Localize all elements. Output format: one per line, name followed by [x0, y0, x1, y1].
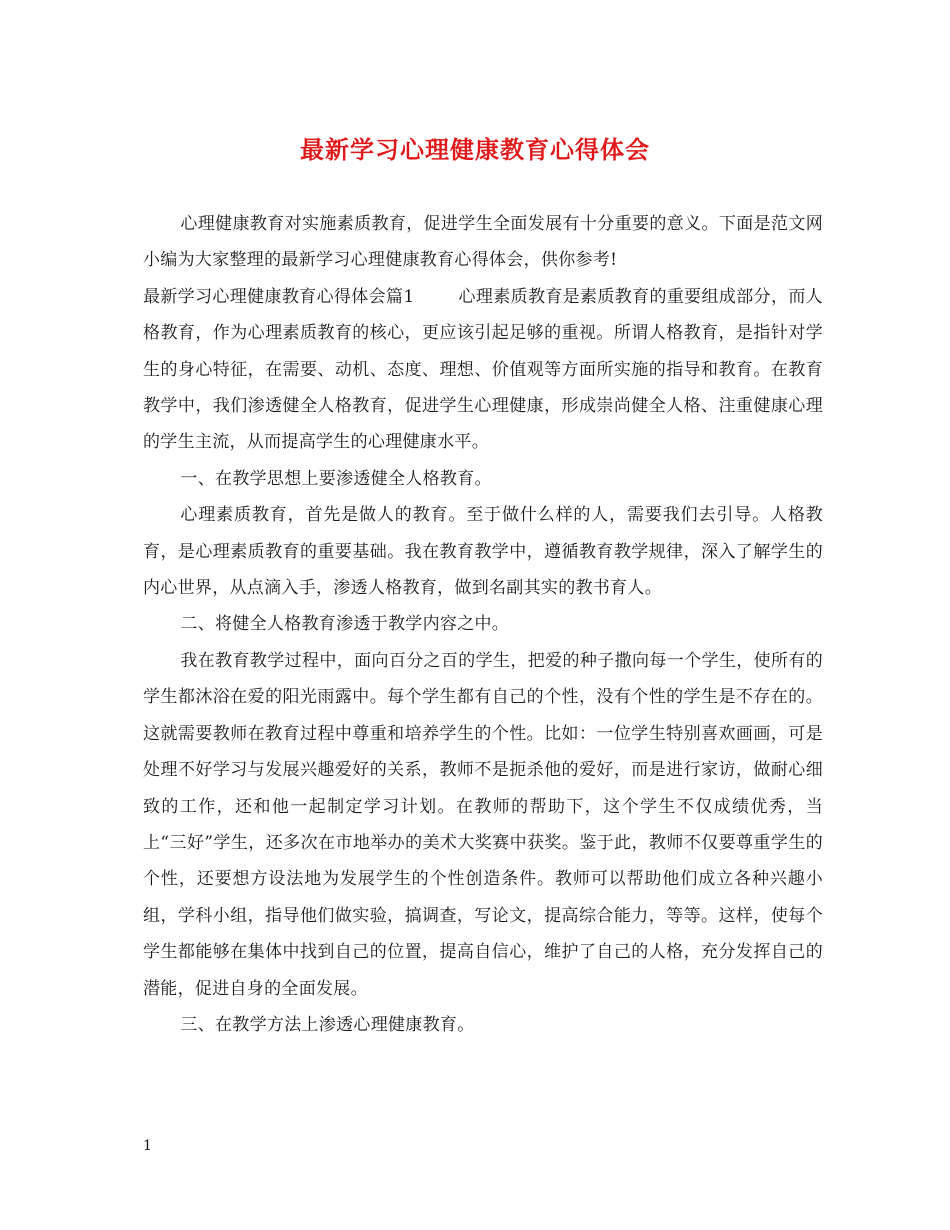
point-1-heading: 一、在教学思想上要渗透健全人格教育。 — [180, 468, 492, 489]
point-3-heading: 三、在教学方法上渗透心理健康教育。 — [180, 1014, 475, 1035]
intro-paragraph: 心理健康教育对实施素质教育，促进学生全面发展有十分重要的意义。下面是范文网小编为大家整理的最新学习心理健康教育心得体会，供你参考! — [143, 214, 823, 271]
point-1-paragraph: 心理素质教育，首先是做人的教育。至于做什么样的人，需要我们去引导。人格教育，是心理素质教育的重要基础。我在教育教学中，遵循教育教学规律，深入了解学生的内心世界，从点滴入手，渗透人格教育，做到名副其实的教书育人。 — [143, 505, 823, 599]
point-2-heading: 二、将健全人格教育渗透于教学内容之中。 — [180, 614, 510, 635]
document-body — [143, 206, 823, 1043]
section-1-paragraph — [143, 279, 823, 461]
section-1-heading: 最新学习心理健康教育心得体会篇1 — [143, 286, 415, 307]
page-number: 1 — [143, 1138, 152, 1154]
point-2-paragraph: 我在教育教学过程中，面向百分之百的学生，把爱的种子撒向每一个学生，使所有的学生都沐浴在爱的阳光雨露中。每个学生都有自己的个性，没有个性的学生是不存在的。这就需要教师在教育过程中尊重和培养学生的个性。比如：一位学生特别喜欢画画，可是处理不好学习与发展兴趣爱好的关系，教师不是扼杀他的爱好，而是进行家访，做耐心细致的工作，还和他一起制定学习计划。在教师的帮助下，这个学生不仅成绩优秀，当上“三好”学生，还多次在市地举办的美术大奖赛中获奖。鉴于此，教师不仅要尊重学生的个性，还要想方设法地为发展学生的个性创造条件。教师可以帮助他们成立各种兴趣小组，学科小组，指导他们做实验，搞调查，写论文，提高综合能力，等等。这样，使每个学生都能够在集体中找到自己的位置，提高自信心，维护了自己的人格，充分发挥自己的潜能，促进自身的全面发展。 — [143, 650, 823, 999]
section-1-text: 心理素质教育是素质教育的重要组成部分，而人格教育，作为心理素质教育的核心，更应该引起足够的重视。所谓人格教育，是指针对学生的身心特征，在需要、动机、态度、理想、价值观等方面所实施的指导和教育。在教育教学中，我们渗透健全人格教育，促进学生心理健康，形成崇尚健全人格、注重健康心理的学生主流，从而提高学生的心理健康水平。 — [143, 286, 823, 453]
document-title: 最新学习心理健康教育心得体会 — [300, 135, 650, 164]
